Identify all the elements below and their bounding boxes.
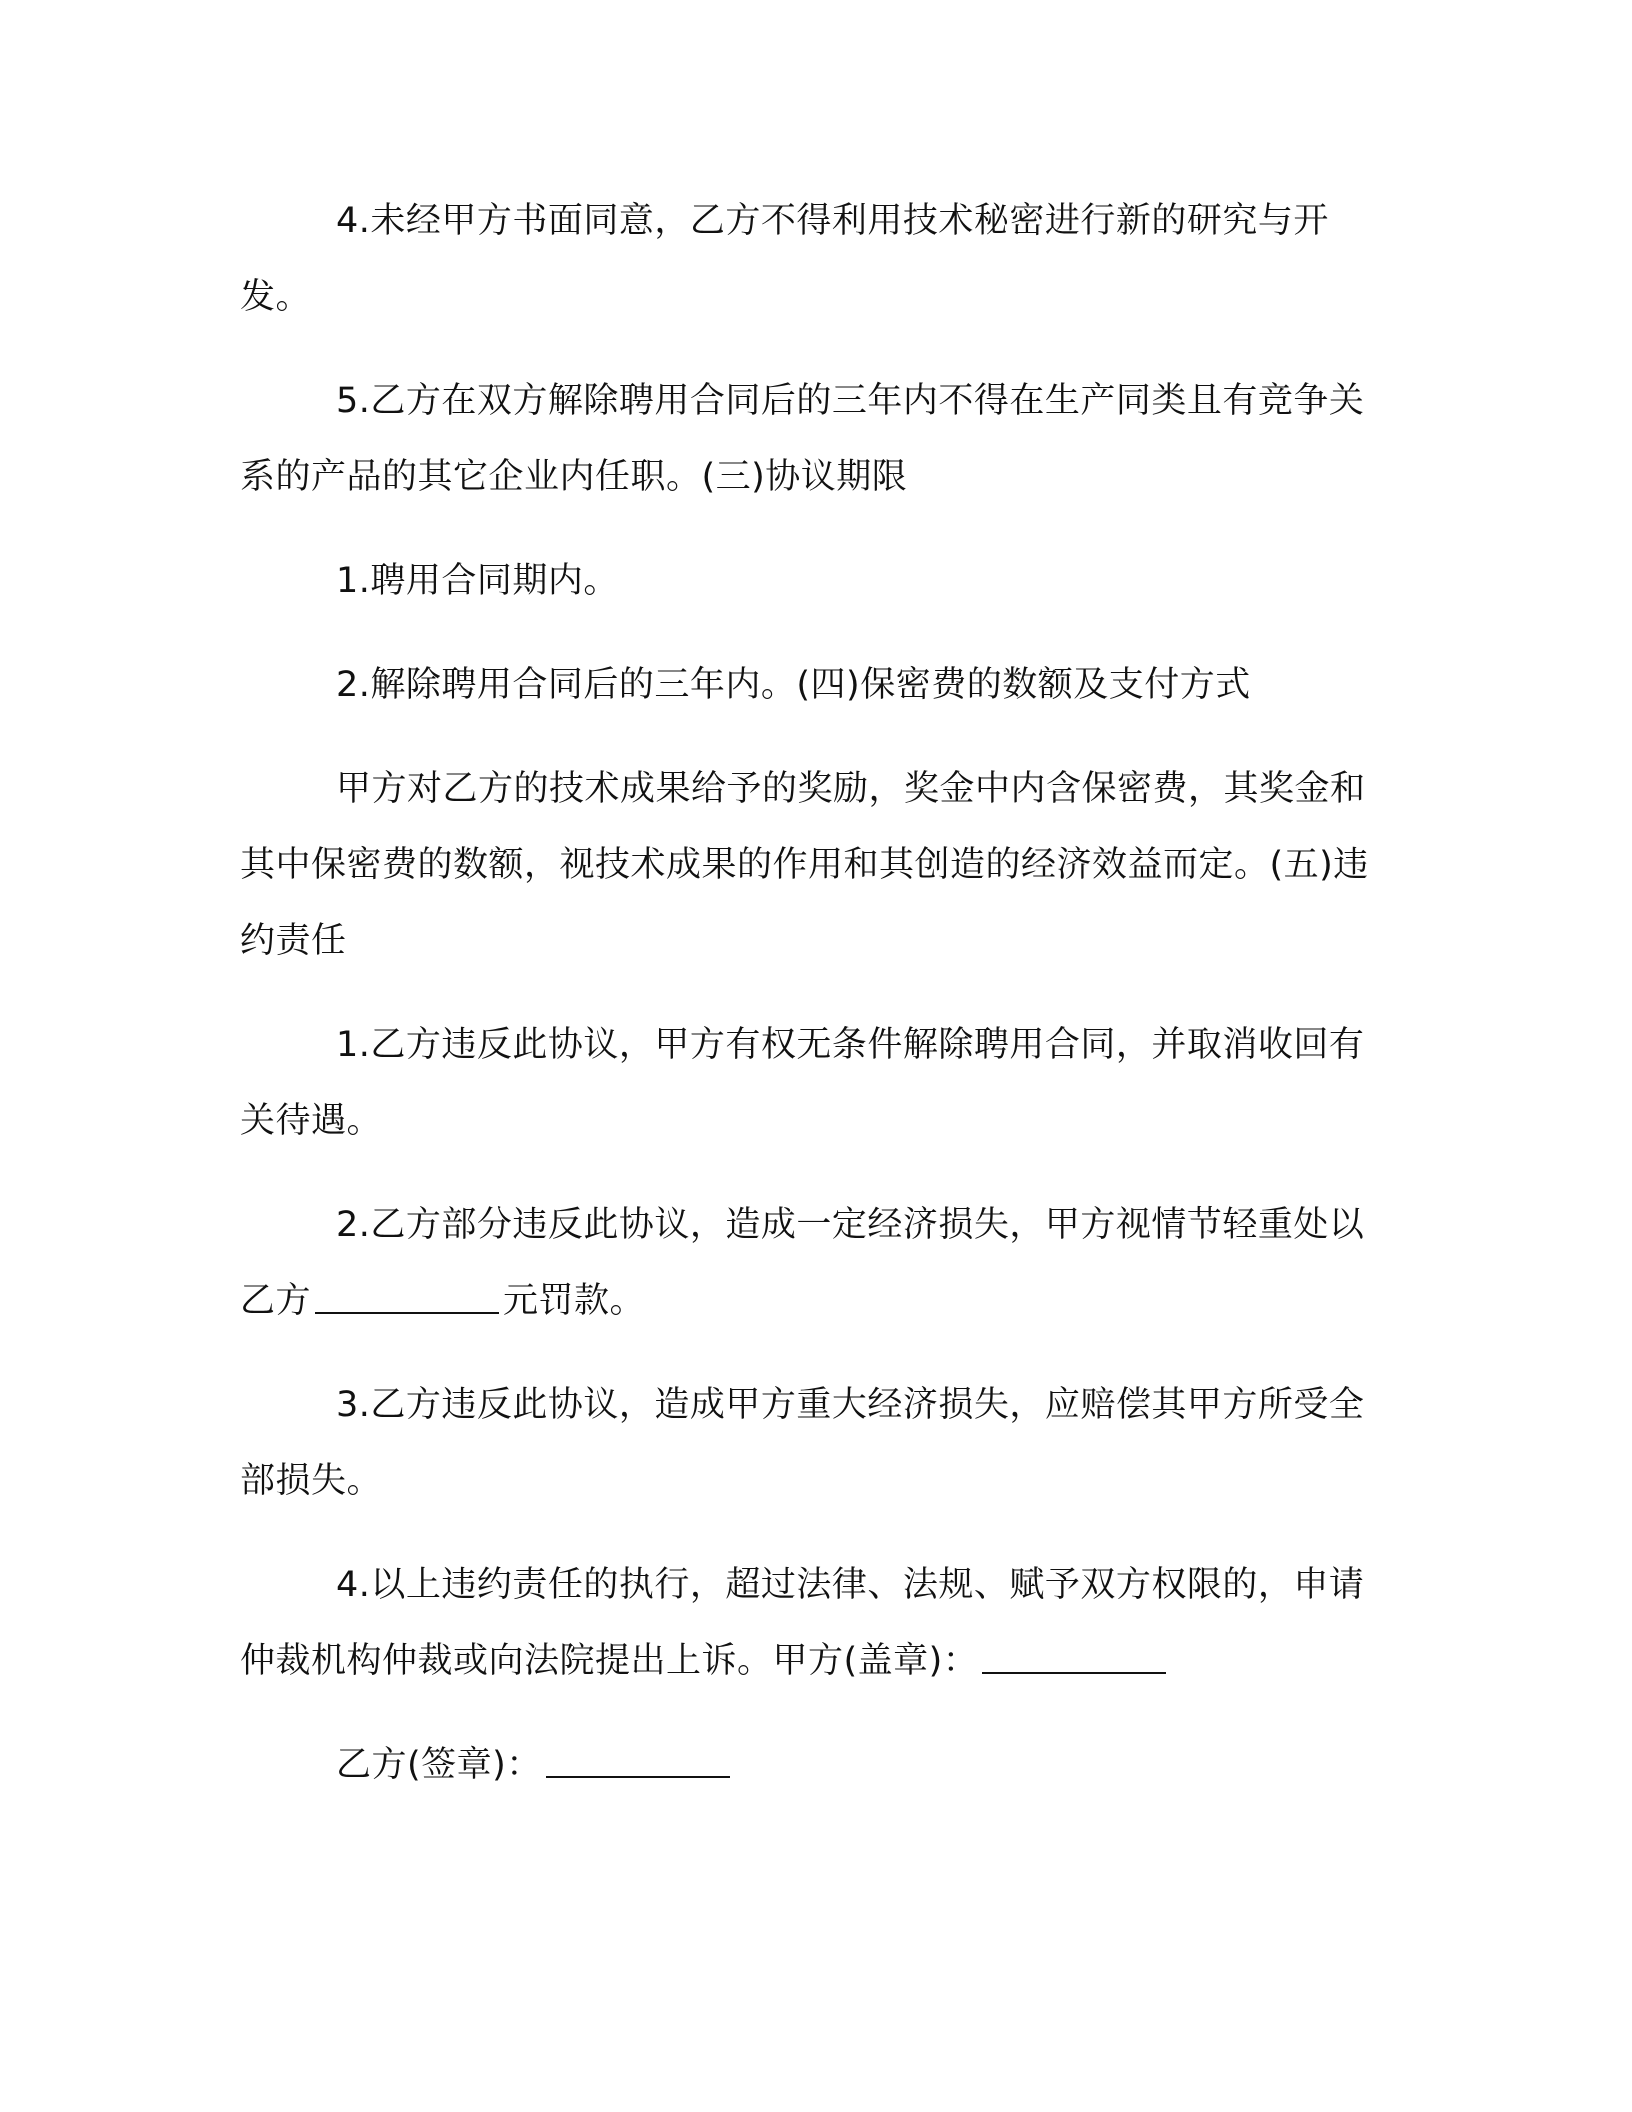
paragraph-breach-4 (240, 1547, 1372, 1699)
paragraph-term-1: 1.聘用合同期内。 (336, 561, 619, 601)
party-a-seal-blank (982, 1637, 1166, 1674)
paragraph-breach-2 (240, 1187, 1372, 1339)
breach-2-text-after: 元罚款。 (503, 1281, 646, 1321)
paragraph-breach-1: 1.乙方违反此协议，甲方有权无条件解除聘用合同，并取消收回有关待遇。 (240, 1025, 1365, 1141)
breach-2-text-before: 2.乙方部分违反此协议，造成一定经济损失，甲方视情节轻重处以乙方 (240, 1205, 1365, 1321)
party-b-signature-blank (546, 1741, 730, 1778)
breach-4-text-before: 4.以上违约责任的执行，超过法律、法规、赋予双方权限的，申请仲裁机构仲裁或向法院提出上诉。甲方(盖章)： (240, 1565, 1365, 1681)
document-body (240, 183, 1372, 1831)
paragraph-party-b-signature (240, 1727, 1372, 1803)
paragraph-clause-4-research: 4.未经甲方书面同意，乙方不得利用技术秘密进行新的研究与开发。 (240, 201, 1329, 317)
party-b-signature-label: 乙方(签章)： (336, 1745, 542, 1785)
fine-amount-blank (315, 1277, 499, 1314)
paragraph-confidentiality-fee: 甲方对乙方的技术成果给予的奖励，奖金中内含保密费，其奖金和其中保密费的数额，视技术成果的作用和其创造的经济效益而定。(五)违约责任 (240, 769, 1369, 961)
paragraph-clause-5-employment: 5.乙方在双方解除聘用合同后的三年内不得在生产同类且有竞争关系的产品的其它企业内任职。(三)协议期限 (240, 381, 1365, 497)
paragraph-term-2: 2.解除聘用合同后的三年内。(四)保密费的数额及支付方式 (336, 665, 1251, 705)
paragraph-breach-3: 3.乙方违反此协议，造成甲方重大经济损失，应赔偿其甲方所受全部损失。 (240, 1385, 1365, 1501)
